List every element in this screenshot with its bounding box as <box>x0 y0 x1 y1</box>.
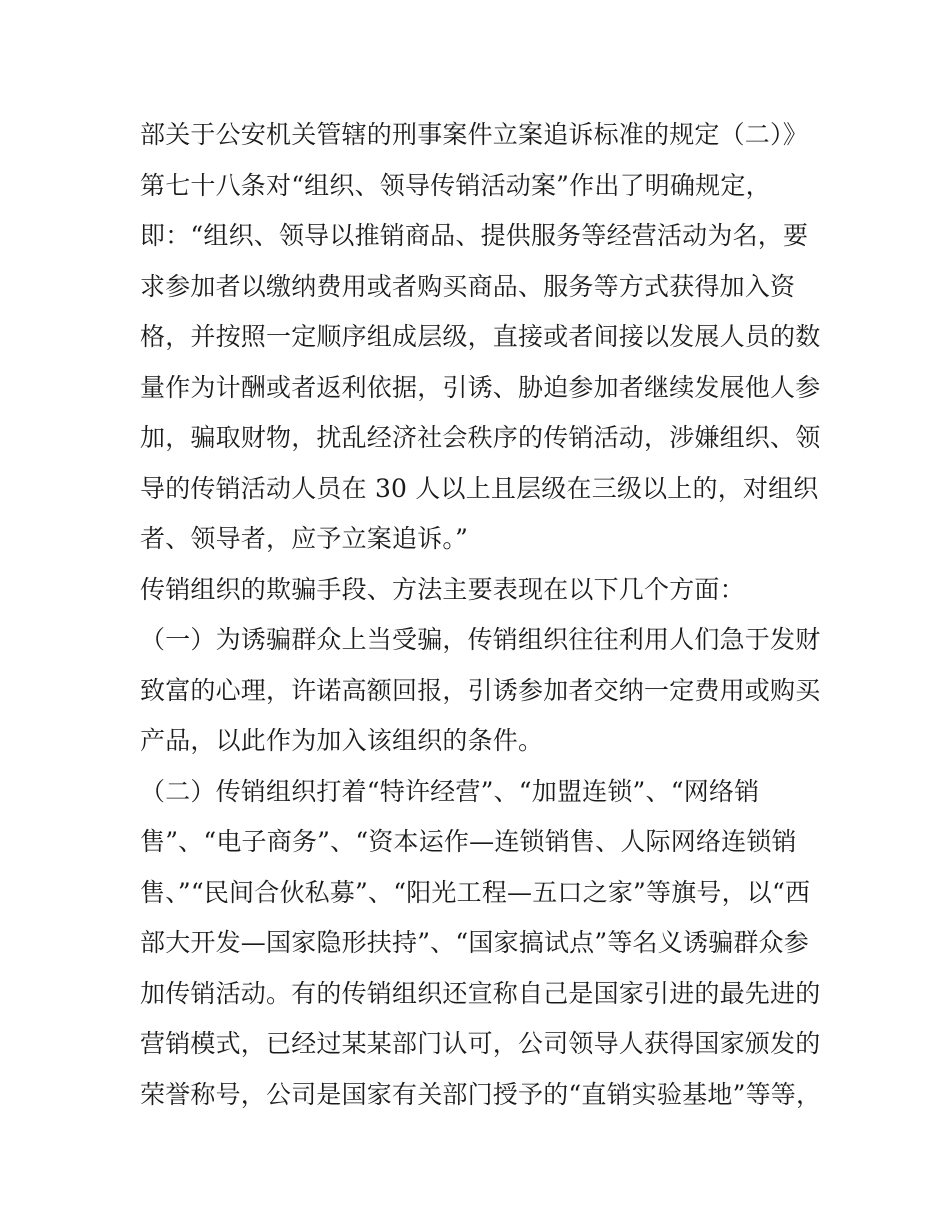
text-line: 者、领导者，应予立案追诉。” <box>140 524 469 553</box>
text-line: 导的传销活动人员在 30 人以上且层级在三级以上的，对组织 <box>140 473 819 503</box>
text-line: 加，骗取财物，扰乱经济社会秩序的传销活动，涉嫌组织、领 <box>140 423 821 452</box>
text-line: 量作为计酬或者返利依据，引诱、胁迫参加者继续发展他人参 <box>140 372 821 402</box>
text-line: 部关于公安机关管辖的刑事案件立案追诉标准的规定（二）》 <box>140 120 808 149</box>
text-line: 求参加者以缴纳费用或者购买商品、服务等方式获得加入资 <box>140 271 796 301</box>
text-line: 即：“组织、领导以推销商品、提供服务等经营活动为名，要 <box>140 221 809 250</box>
text-line: 产品，以此作为加入该组织的条件。 <box>140 726 544 755</box>
text-line: 传销组织的欺骗手段、方法主要表现在以下几个方面： <box>140 574 745 604</box>
text-line: （二）传销组织打着“特许经营”、“加盟连锁”、“网络销 <box>140 776 760 806</box>
text-line: （一）为诱骗群众上当受骗，传销组织往往利用人们急于发财 <box>140 625 821 654</box>
text-line: 加传销活动。有的传销组织还宣称自己是国家引进的最先进的 <box>140 978 821 1008</box>
text-line: 售”、“电子商务”、“资本运作—连锁销售、人际网络连锁销 <box>140 827 797 856</box>
text-line: 第七十八条对“组织、领导传销活动案”作出了明确规定， <box>140 170 771 200</box>
document-body <box>140 110 820 1120</box>
text-line: 格，并按照一定顺序组成层级，直接或者间接以发展人员的数 <box>140 322 821 351</box>
text-line: 荣誉称号，公司是国家有关部门授予的“直销实验基地”等等， <box>140 1079 822 1109</box>
text-line: 部大开发—国家隐形扶持”、“国家搞试点”等名义诱骗群众参 <box>140 928 809 957</box>
text-line: 营销模式，已经过某某部门认可，公司领导人获得国家颁发的 <box>140 1029 821 1058</box>
text-line: 售、”“民间合伙私募”、“阳光工程—五口之家”等旗号，以“西 <box>140 877 811 907</box>
text-line: 致富的心理，许诺高额回报，引诱参加者交纳一定费用或购买 <box>140 675 821 705</box>
